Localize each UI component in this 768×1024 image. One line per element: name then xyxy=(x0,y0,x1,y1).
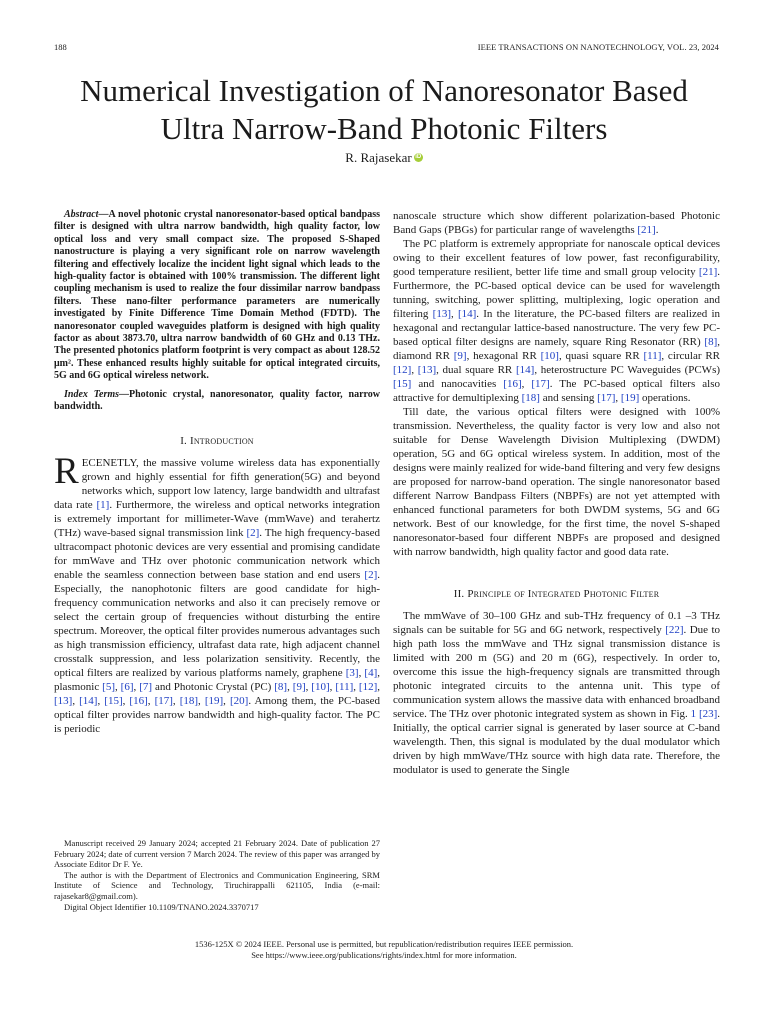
citation-link[interactable]: [11] xyxy=(335,680,354,693)
citation-link[interactable]: [13] xyxy=(54,694,73,707)
body-text: , xyxy=(377,680,380,693)
body-text: , xyxy=(122,694,130,707)
citation-link[interactable]: [20] xyxy=(229,694,249,707)
body-text: . The PC-based optical filters also attractive for demultiplexing xyxy=(393,378,720,404)
author-line xyxy=(0,150,768,166)
citation-link[interactable]: [10] xyxy=(540,350,559,362)
citation-link[interactable]: [11] xyxy=(643,350,662,362)
section-number: II. xyxy=(453,588,468,600)
body-text: nanoscale structure which show different polarization-based Photonic Band Gaps (PBGs) for particular range of wavelengths xyxy=(393,210,720,236)
left-column xyxy=(54,209,380,736)
body-text: ECENETLY, the massive volume wireless data has exponentially grown and highly essential for fifth generation(5G) and beyond networks which, support low latency, large bandwidth and ultrafast data rate xyxy=(54,456,380,511)
citation-link[interactable]: [15] xyxy=(393,378,412,390)
body-text: , xyxy=(198,694,205,707)
index-terms-text: Photonic crystal, nanoresonator, quality factor, narrow bandwidth. xyxy=(54,388,380,413)
body-text: operations. xyxy=(639,392,691,404)
citation-link[interactable]: 1 xyxy=(690,708,697,720)
body-text: , xyxy=(411,364,418,376)
citation-link[interactable]: [13] xyxy=(417,364,437,376)
footnote-doi: Digital Object Identifier 10.1109/TNANO.2024.3370717 xyxy=(64,901,259,912)
intro-paragraph-1 xyxy=(54,450,381,736)
body-text: The PC platform is extremely appropriate for nanoscale optical devices owing to their excellent features of low power, fast reconfigurability, good temperature resilient, better life time and small group velocity xyxy=(393,238,720,278)
body-text: . Furthermore, the PC-based optical device can be used for wavelength tunning, switching, power splitting, multiplexing, logic operation and filtering xyxy=(393,266,720,320)
citation-link[interactable]: [8] xyxy=(704,336,718,348)
author-name: R. Rajasekar xyxy=(345,150,412,165)
citation-link[interactable]: [17] xyxy=(154,694,173,707)
abstract-text: A novel photonic crystal nanoresonator-based optical bandpass filter is designed with ultra narrow bandwidth, high quality factor, low optical loss and very small compact size. The proposed S-Shaped nanostructure is playing a very significant role on narrow wavelength filtering and effectively localize the incident light signal which leads to the high-quality factor is obtained with 100% transmission. The different light coupling mechanism is used to realize the four dissimilar narrow bandpass filters. These nano-filter performance parameters are numerically investigated by Finite Difference Time Domain Method (FDTD). The nanoresonator coupled waveguides platform is designed with high quality factor as about 3873.70, ultra narrow bandwidth of 60 GHz and 0.13 THz. The presented photonics platform footprint is very compact as about 128.52 μm². These enhanced results highly suitable for optical integrated circuits, 5G and 6G optical wireless network. xyxy=(54,209,380,382)
citation-link[interactable]: [23] xyxy=(698,708,718,720)
body-text: , xyxy=(353,680,359,693)
citation-link[interactable]: [12] xyxy=(393,364,412,376)
section-heading-principle xyxy=(393,587,720,601)
footnotes xyxy=(54,838,380,912)
body-text: , xyxy=(97,694,105,707)
body-text: , xyxy=(114,680,121,693)
body-text: and Photonic Crystal (PC) xyxy=(152,680,275,693)
index-terms-label: Index Terms xyxy=(64,388,120,400)
right-column xyxy=(393,209,720,777)
citation-link[interactable]: [18] xyxy=(179,694,199,707)
citation-link[interactable]: [2] xyxy=(246,526,260,539)
drop-cap: R xyxy=(54,450,79,492)
section-title: Principle of Integrated Photonic Filter xyxy=(467,588,660,600)
citation-link[interactable]: [1] xyxy=(96,498,110,511)
body-text: , xyxy=(147,694,155,707)
citation-link[interactable]: [10] xyxy=(311,680,330,693)
citation-link[interactable]: [19] xyxy=(204,694,224,707)
citation-link[interactable]: [16] xyxy=(503,378,522,390)
section-number: I. xyxy=(180,434,190,447)
body-text: . The high frequency-based ultracompact photonic devices are very essential and promising candidate for mmWave and THz over photonic communication network which enable the seamless connection between base station and end users xyxy=(54,526,380,581)
body-text: , plasmonic xyxy=(54,666,380,693)
citation-link[interactable]: [18] xyxy=(521,392,540,404)
journal-running-header: IEEE TRANSACTIONS ON NANOTECHNOLOGY, VOL. 23, 2024 xyxy=(477,42,719,52)
citation-link[interactable]: [15] xyxy=(104,694,123,707)
body-text: , dual square RR xyxy=(436,364,516,376)
copyright-line-2: See https://www.ieee.org/publications/rights/index.html for more information. xyxy=(251,950,517,960)
body-text: , xyxy=(287,680,293,693)
citation-link[interactable]: [13] xyxy=(432,308,451,320)
body-text: . Initially, the optical carrier signal is generated by laser source at C-band wavelength. Then, this signal is modulated by the dual modulator which driven by high mmWave/THz source with high data rate. Therefore, the modulator is used to generate the Single xyxy=(393,708,721,776)
body-text: , xyxy=(450,308,458,320)
copyright-notice xyxy=(0,939,768,961)
footnote-affiliation: The author is with the Department of Electronics and Communication Engineering, SRM Institute of Science and Technology, Tiruchirappalli 621105, India (e-mail: rajasekar8@gmail.com). xyxy=(54,869,380,901)
intro-paragraph-1-continued xyxy=(393,209,720,237)
citation-link[interactable]: [6] xyxy=(120,680,134,693)
citation-link[interactable]: [16] xyxy=(129,694,148,707)
body-text: , diamond RR xyxy=(393,336,720,362)
principle-paragraph-1 xyxy=(393,609,720,777)
body-text: , xyxy=(521,378,532,390)
body-text: , xyxy=(615,392,621,404)
body-text: . Furthermore, the wireless and optical networks integration is extremely important for millimeter-Wave (mmWave) and terahertz (THz) wave-based signal transmission link xyxy=(54,498,380,539)
citation-link[interactable]: [5] xyxy=(102,680,115,693)
abstract-label: Abstract xyxy=(64,209,99,220)
body-text: . xyxy=(655,224,659,236)
paper-title xyxy=(40,72,728,148)
body-text: , xyxy=(172,694,180,707)
citation-link[interactable]: [21] xyxy=(698,266,718,278)
section-title: Introduction xyxy=(189,434,254,447)
body-text: , xyxy=(358,666,365,679)
citation-link[interactable]: [4] xyxy=(364,666,378,679)
body-text: , xyxy=(133,680,140,693)
body-text: . Due to high path loss the mmWave and THz signal transmission distance is limited with 200 m (5G) and 20 m (6G), respectively. In order to, overcome this issue the high-frequency signals are transmitted through photonic integrated circuits to the antenna unit. This type of communication system allows the massive data with enhanced broadband service. The THz over photonic integrated system as shown in Fig. xyxy=(393,624,720,720)
body-text: and sensing xyxy=(539,392,598,404)
citation-link[interactable]: [9] xyxy=(292,680,306,693)
section-heading-introduction xyxy=(54,434,380,448)
citation-link[interactable]: [17] xyxy=(531,378,550,390)
body-text: , quasi square RR xyxy=(558,350,644,362)
citation-link[interactable]: [22] xyxy=(665,624,684,636)
body-text: . Especially, the nanophotonic filters are good candidate for high-frequency communication networks and also it can precisely remove or select the certain group of frequencies without disturbing the entire spectrum. Moreover, the optical filter provides numerous advantages such as high transmission efficiency, ultrafast data rate, high adjacent channel crosstalk suppression, and less polarization sensitivity. Recently, the optical filters are realized by various platforms namely, graphene xyxy=(54,568,380,679)
citation-link[interactable]: [21] xyxy=(637,224,656,236)
citation-link[interactable]: [14] xyxy=(457,308,477,320)
citation-link[interactable]: [9] xyxy=(453,350,467,362)
body-text: , xyxy=(329,680,336,693)
copyright-line-1: 1536-125X © 2024 IEEE. Personal use is permitted, but republication/redistribution requires IEEE permission. xyxy=(194,939,574,949)
citation-link[interactable]: [2] xyxy=(364,568,378,581)
citation-link[interactable]: [3] xyxy=(345,666,359,679)
title-line-2: Ultra Narrow-Band Photonic Filters xyxy=(160,111,608,146)
body-text: . Among them, the PC-based optical filter provides narrow bandwidth and high-quality factor. The PC is periodic xyxy=(54,694,381,735)
index-terms: Index Terms—Photonic crystal, nanoresonator, quality factor, narrow bandwidth. xyxy=(54,388,380,413)
body-text: , hexagonal RR xyxy=(466,350,541,362)
citation-link[interactable]: [14] xyxy=(515,364,535,376)
citation-link[interactable]: [19] xyxy=(620,392,640,404)
title-line-1: Numerical Investigation of Nanoresonator Based xyxy=(80,73,688,108)
body-text: , circular RR xyxy=(661,350,720,362)
body-text: and nanocavities xyxy=(411,378,504,390)
body-text: Till date, the various optical filters were designed with 100% transmission. Nevertheless, the quality factor is very low and also not suitable for Dense Wavelength Division Multiplexing (DWDM) operation, 5G and 6G optical wireless system. In addition, most of the designs were mainly realized for wide-band filtering and very few designs are proposed for narrow-band operation. The single nanoresonator based different Narrow Bandpass Filters (NBPFs) are not yet attempted with enhanced functional parameters for both DWDM systems, 5G and 6G network. Best of our knowledge, for the first time, the novel S-shaped nanoresonator-based four different NBPFs are proposed and designed with narrow bandwidth, high quality factor and good data rate. xyxy=(393,406,720,558)
citation-link[interactable]: [12] xyxy=(358,680,378,693)
orcid-icon[interactable]: iD xyxy=(415,154,422,160)
citation-link[interactable]: [8] xyxy=(274,680,288,693)
citation-link[interactable]: [7] xyxy=(139,680,153,693)
body-text: , xyxy=(305,680,312,693)
citation-link[interactable]: [14] xyxy=(79,694,98,707)
intro-paragraph-3 xyxy=(393,405,720,559)
body-text: , xyxy=(223,694,230,707)
body-text: , heterostructure PC Waveguides (PCWs) xyxy=(534,364,721,376)
abstract: Abstract—A novel photonic crystal nanoresonator-based optical bandpass filter is designed with ultra narrow bandwidth, high quality factor, low optical loss and very small compact size. The proposed S-Shaped nanostructure is playing a very significant role on narrow wavelength filtering and effectively localize the incident light signal which leads to the high-quality factor is obtained with 100% transmission. The different light coupling mechanism is used to realize the four dissimilar narrow bandpass filters. These nano-filter performance parameters are numerically investigated by Finite Difference Time Domain Method (FDTD). The nanoresonator coupled waveguides platform is designed with high quality factor as about 3873.70, ultra narrow bandwidth of 60 GHz and 0.13 THz. The presented photonics platform footprint is very compact as about 128.52 μm². These enhanced results highly suitable for optical integrated circuits, 5G and 6G optical wireless network. xyxy=(54,209,380,382)
citation-link[interactable]: [17] xyxy=(597,392,616,404)
body-text: . In the literature, the PC-based filters are realized in hexagonal and rectangular lattice-based nanostructure. The very few PC-based optical filter designs are namely, square Ring Resonator (RR) xyxy=(393,308,721,348)
intro-paragraph-2 xyxy=(393,237,720,405)
footnote-manuscript: Manuscript received 29 January 2024; accepted 21 February 2024. Date of publication 27 February 2024; date of current version 7 March 2024. The review of this paper was arranged by Associate Editor Dr F. Ye. xyxy=(54,838,380,870)
body-text: The mmWave of 30–100 GHz and sub-THz frequency of 0.1 –3 THz signals can be suitable for 5G and 6G network, respectively xyxy=(393,610,720,636)
page-number: 188 xyxy=(54,42,67,52)
body-text: , xyxy=(72,694,80,707)
